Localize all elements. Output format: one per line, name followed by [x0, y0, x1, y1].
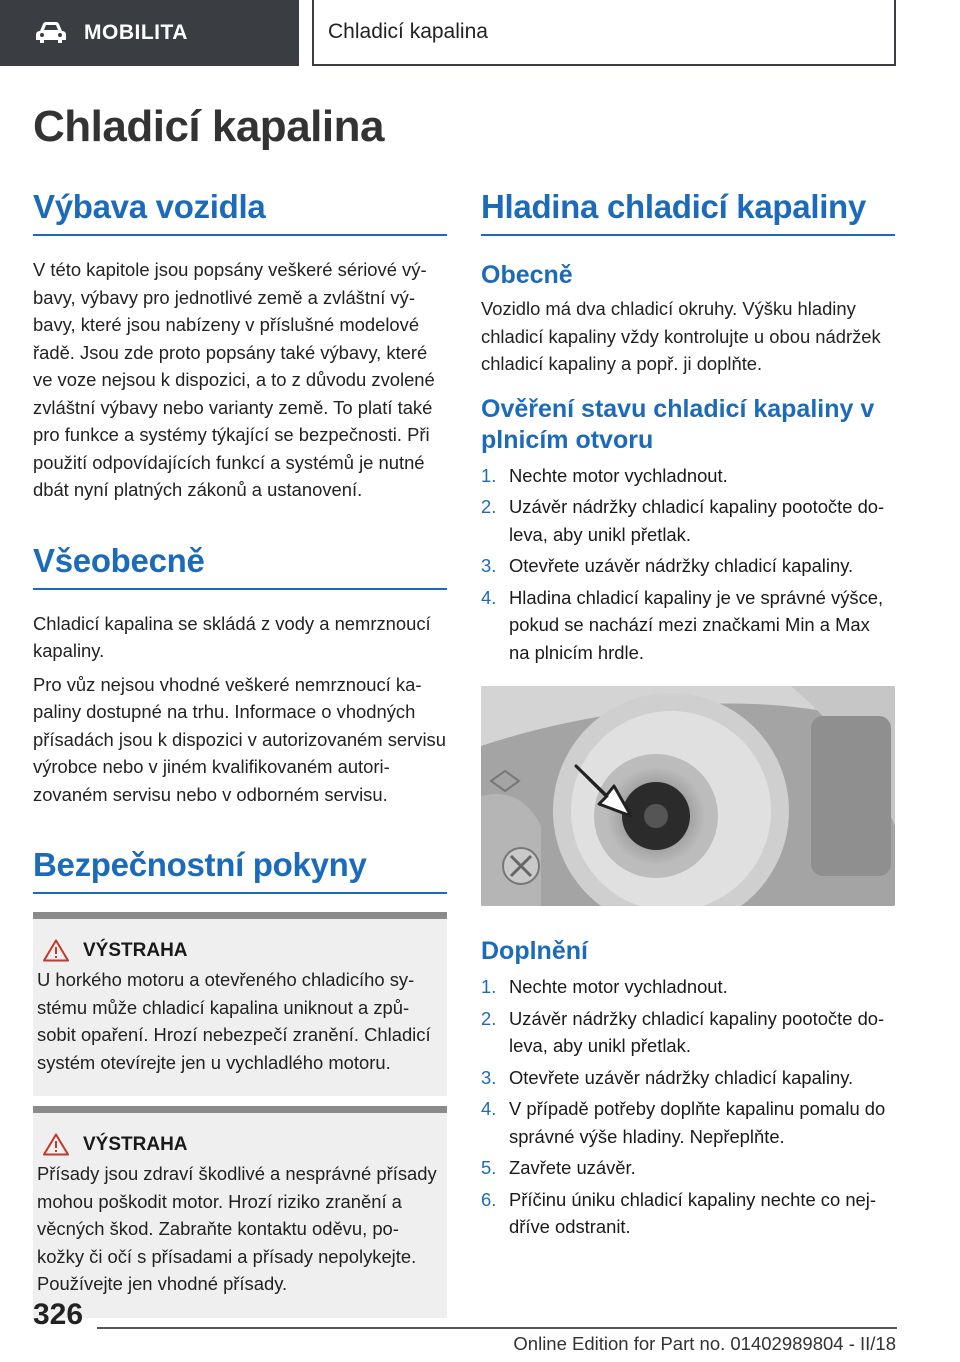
warning-text: U horkého motoru a otevřeného chladicího systému může chladicí kapalina uniknout a způsobit opaření. Hrozí nebezpečí zranění. Chladicí systém otevírejte jen u vychladlého motoru.	[37, 969, 431, 1073]
overeni-steps	[481, 462, 895, 667]
heading-obecne: Obecně	[481, 261, 573, 289]
section-tab	[0, 0, 299, 66]
heading-hladina: Hladina chladicí kapaliny	[481, 188, 895, 236]
heading-bezpecnost: Bezpečnostní pokyny	[33, 846, 447, 894]
vseobecne-text-2: Pro vůz nejsou vhodné veškeré nemrznoucí kapaliny dostupné na trhu. Informace o vhodných přísadách jsou k dispozici v autorizovaném servisu výrobce nebo v jiném kvalifikovaném autorizovaném servisu nebo v odborném servisu.	[33, 673, 446, 805]
heading-doplneni: Doplnění	[481, 937, 588, 965]
right-column	[481, 188, 895, 1245]
vseobecne-text-1: Chladicí kapalina se skládá z vody a nemrznoucí kapaliny.	[33, 612, 431, 661]
doplneni-steps	[481, 973, 895, 1241]
edition-note: Online Edition for Part no. 01402989804 - II/18	[513, 1333, 896, 1354]
car-icon	[34, 21, 68, 45]
warning-label: VÝSTRAHA	[83, 939, 188, 961]
obecne-text: Vozidlo má dva chladicí okruhy. Výšku hladiny chladicí kapaliny vždy kontrolujte u obou nádržek chladicí kapaliny a popř. ji doplňte.	[481, 298, 881, 374]
list-item: 2. Uzávěr nádržky chladicí kapaliny pootočte doleva, aby unikl přetlak.	[481, 496, 885, 545]
page-number: 326	[33, 1298, 84, 1331]
list-item: 6. Příčinu úniku chladicí kapaliny nechte co nejdříve odstranit.	[481, 1188, 876, 1237]
warning-box	[33, 1106, 447, 1318]
list-item: 4. V případě potřeby doplňte kapalinu pomalu do správné výše hladiny. Nepřeplňte.	[481, 1098, 886, 1147]
list-item: 1. Nechte motor vychladnout.	[481, 464, 728, 486]
heading-vybava: Výbava vozidla	[33, 188, 447, 236]
heading-overeni: Ověření stavu chladicí kapaliny v plnicím otvoru	[481, 394, 875, 454]
list-item: 1. Nechte motor vychladnout.	[481, 976, 728, 997]
section-label: MOBILITA	[84, 21, 188, 44]
chapter-tab	[312, 0, 896, 66]
left-column	[33, 188, 447, 1318]
coolant-cap-photo	[481, 686, 895, 906]
list-item: 5. Zavřete uzávěr.	[481, 1157, 636, 1178]
warning-label: VÝSTRAHA	[83, 1133, 188, 1155]
list-item: 3. Otevřete uzávěr nádržky chladicí kapaliny.	[481, 1066, 854, 1088]
list-item: 2. Uzávěr nádržky chladicí kapaliny pootočte doleva, aby unikl přetlak.	[481, 1007, 885, 1056]
warning-box	[33, 912, 447, 1096]
warning-icon	[43, 1133, 69, 1156]
footer-divider	[97, 1327, 897, 1329]
list-item: 4. Hladina chladicí kapaliny je ve správné výšce, pokud se nachází mezi značkami Min a Max na plnicím hrdle.	[481, 586, 884, 663]
warning-icon	[43, 939, 69, 962]
page-title: Chladicí kapalina	[33, 102, 384, 151]
warning-text: Přísady jsou zdraví škodlivé a nesprávné přísady mohou poškodit motor. Hrozí riziko zranění a věcných škod. Zabraňte kontaktu oděvu, pokožky či očí s přísadami a přísady nepolykejte. Používejte jen vhodné přísady.	[37, 1163, 437, 1294]
chapter-label: Chladicí kapalina	[328, 20, 488, 43]
list-item: 3. Otevřete uzávěr nádržky chladicí kapaliny.	[481, 555, 854, 576]
coolant-reservoir-illustration	[481, 686, 895, 906]
vybava-text: V této kapitole jsou popsány veškeré sériové výbavy, výbavy pro jednotlivé země a zvláštní výbavy, které jsou nabízeny v příslušné modelové řadě. Jsou zde proto popsány také výbavy, které ve voze nejsou k dispozici, a to z důvodu zvolené zvláštní výbavy nebo varianty země. To platí také pro funkce a systémy týkající se bezpečnosti. Při použití odpovídajících funkcí a systémů je nutné dbát nyní platných zákonů a ustanovení.	[33, 259, 435, 500]
heading-vseobecne: Všeobecně	[33, 542, 447, 590]
